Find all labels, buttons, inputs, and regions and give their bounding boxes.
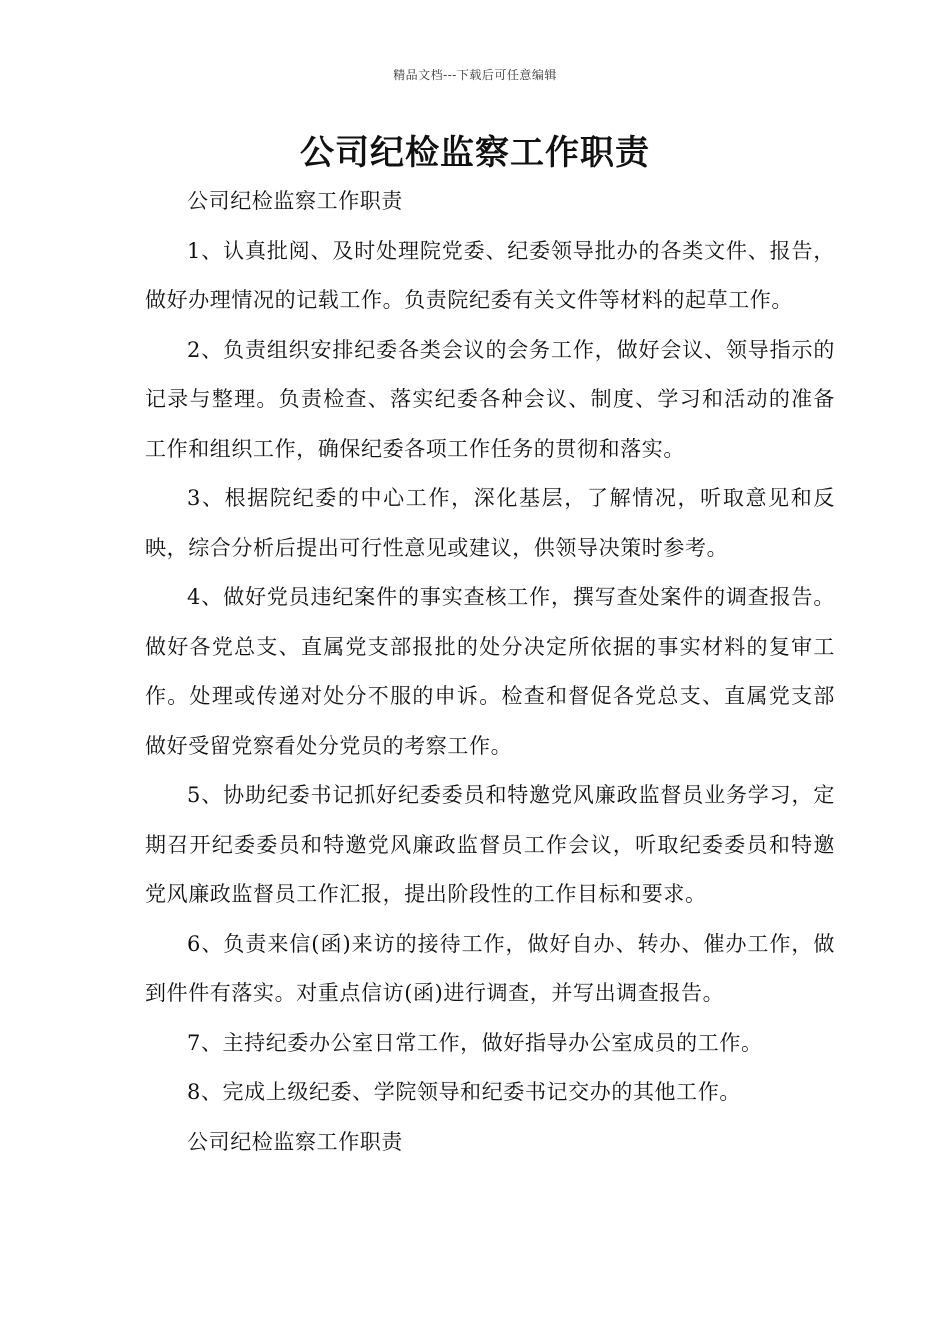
page-title: 公司纪检监察工作职责 [300, 133, 650, 173]
duty-paragraph-6: 6、负责来信(函)来访的接待工作，做好自办、转办、催办工作，做到件件有落实。对重点信访(函)进行调查，并写出调查报告。 [145, 931, 835, 1005]
subtitle-paragraph: 公司纪检监察工作职责 [187, 189, 403, 213]
closing-paragraph: 公司纪检监察工作职责 [187, 1129, 403, 1154]
duty-paragraph-8: 8、完成上级纪委、学院领导和纪委书记交办的其他工作。 [187, 1080, 741, 1104]
document-body [145, 177, 835, 1167]
duty-paragraph-5: 5、协助纪委书记抓好纪委委员和特邀党风廉政监督员业务学习，定期召开纪委委员和特邀党风廉政监督员工作会议，听取纪委委员和特邀党风廉政监督员工作汇报，提出阶段性的工作目标和要求。 [145, 783, 835, 906]
duty-paragraph-7: 7、主持纪委办公室日常工作，做好指导办公室成员的工作。 [187, 1030, 763, 1055]
duty-paragraph-2: 2、负责组织安排纪委各类会议的会务工作，做好会议、领导指示的记录与整理。负责检查、落实纪委各种会议、制度、学习和活动的准备工作和组织工作，确保纪委各项工作任务的贯彻和落实。 [145, 337, 835, 461]
header-note: 精品文档---下载后可任意编辑 [393, 68, 557, 82]
duty-paragraph-1: 1、认真批阅、及时处理院党委、纪委领导批办的各类文件、报告，做好办理情况的记载工作。负责院纪委有关文件等材料的起草工作。 [145, 238, 835, 312]
duty-paragraph-3: 3、根据院纪委的中心工作，深化基层，了解情况，听取意见和反映，综合分析后提出可行性意见或建议，供领导决策时参考。 [145, 486, 835, 560]
duty-paragraph-4: 4、做好党员违纪案件的事实查核工作，撰写查处案件的调查报告。做好各党总支、直属党支部报批的处分决定所依据的事实材料的复审工作。处理或传递对处分不服的申诉。检查和督促各党总支、直属党支部做好受留党察看处分党员的考察工作。 [145, 585, 835, 758]
